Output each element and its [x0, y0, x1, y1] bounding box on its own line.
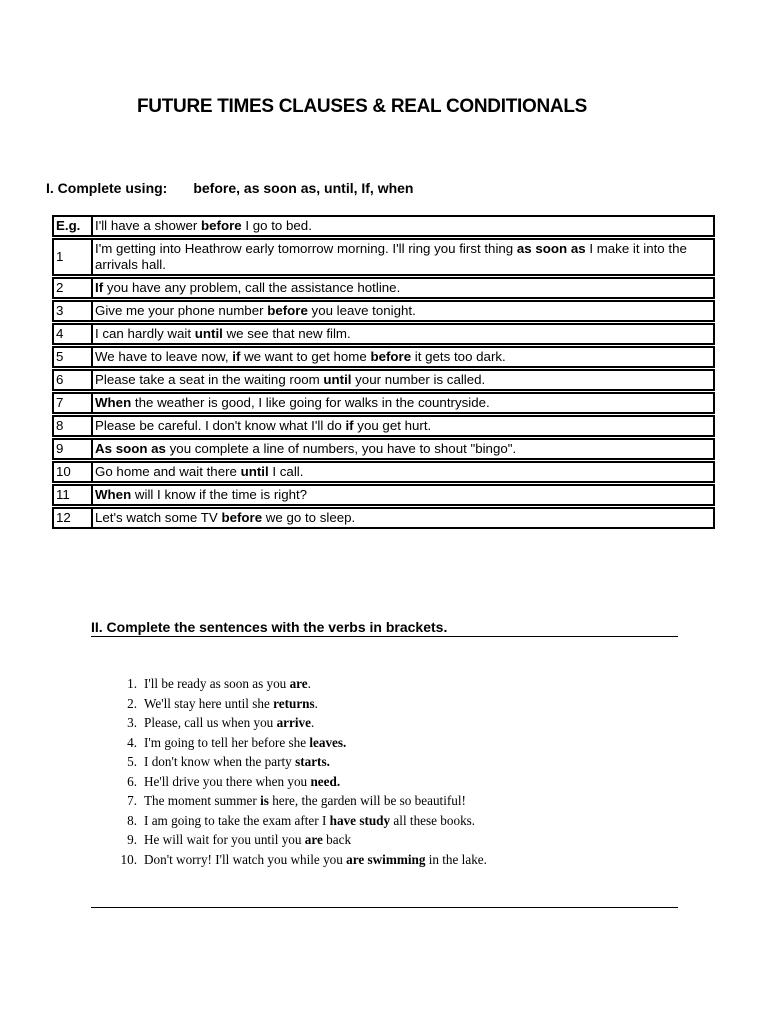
table-row: [52, 323, 715, 345]
answer-word: are swimming: [346, 851, 426, 867]
table-row: [52, 369, 715, 391]
answer-word: before: [201, 218, 242, 233]
row-sentence: [92, 323, 715, 345]
answer-word: arrive: [276, 715, 311, 730]
list-item: [110, 733, 487, 753]
row-sentence: [92, 369, 715, 391]
sentence-text: .: [314, 695, 318, 711]
item-number: 10.: [120, 851, 137, 867]
list-item: [110, 713, 487, 733]
sentence-text: you complete a line of numbers, you have to shout "bingo".: [165, 441, 517, 456]
list-item: [110, 811, 487, 831]
row-number: 10: [52, 461, 92, 483]
sentence-text: He'll drive you there when you: [144, 773, 311, 789]
table-row: [52, 484, 715, 506]
list-item: [110, 674, 487, 694]
row-sentence: [92, 461, 715, 483]
answer-word: As soon as: [95, 441, 166, 456]
list-item: [110, 830, 487, 850]
answer-word: are: [289, 676, 308, 691]
sentence-text: I make it into the arrivals hall.: [95, 241, 687, 272]
list-item: [110, 772, 487, 792]
section-2-heading-rule: [91, 636, 678, 637]
sentence-text: you have any problem, call the assistance hotline.: [103, 280, 401, 295]
row-number: 9: [52, 438, 92, 460]
row-number: 12: [52, 507, 92, 529]
row-number: 3: [52, 300, 92, 322]
sentence-text: we see that new film.: [222, 326, 351, 341]
row-number: E.g.: [52, 215, 92, 237]
sentence-text: Please take a seat in the waiting room: [95, 372, 324, 387]
sentence-text: we go to sleep.: [262, 510, 356, 525]
sentence-text: We have to leave now,: [95, 349, 233, 364]
sentence-text: Let's watch some TV: [95, 510, 222, 525]
row-number: 4: [52, 323, 92, 345]
sentence-text: The moment summer: [144, 793, 261, 808]
answer-word: If: [95, 280, 104, 295]
sentence-text: Please, call us when you: [144, 715, 277, 730]
list-item: [110, 791, 487, 811]
sentence-text: .: [311, 715, 315, 730]
sentence-text: We'll stay here until she: [144, 695, 274, 711]
sentence-text: you get hurt.: [353, 418, 432, 433]
row-sentence: [92, 392, 715, 414]
section-2-heading: II. Complete the sentences with the verbs in brackets.: [91, 619, 448, 635]
item-number: 3.: [127, 715, 137, 730]
table-row: [52, 392, 715, 414]
row-number: 8: [52, 415, 92, 437]
row-sentence: [92, 346, 715, 368]
item-number: 4.: [127, 734, 137, 750]
answer-word: if: [232, 349, 241, 364]
sentence-text: you leave tonight.: [307, 303, 416, 318]
exercise-2-list: [110, 674, 487, 869]
row-sentence: [92, 507, 715, 529]
answer-word: until: [323, 372, 352, 387]
table-row: [52, 300, 715, 322]
page-title: FUTURE TIMES CLAUSES & REAL CONDITIONALS: [137, 96, 587, 117]
sentence-text: I'll be ready as soon as you: [144, 676, 290, 691]
answer-word: if: [345, 418, 354, 433]
sentence-text: Please be careful. I don't know what I'll do: [95, 418, 346, 433]
item-number: 8.: [127, 812, 137, 828]
row-sentence: [92, 300, 715, 322]
table-row: [52, 215, 715, 237]
answer-word: have study: [329, 812, 391, 828]
row-sentence: [92, 238, 715, 276]
table-row: [52, 507, 715, 529]
answer-word: starts.: [295, 754, 330, 769]
section-1-word-bank: before, as soon as, until, If, when: [193, 180, 414, 196]
sentence-text: the weather is good, I like going for walks in the countryside.: [131, 395, 490, 410]
item-number: 1.: [127, 676, 137, 691]
sentence-text: it gets too dark.: [411, 349, 506, 364]
table-row: [52, 415, 715, 437]
sentence-text: I'm getting into Heathrow early tomorrow morning. I'll ring you first thing: [95, 241, 517, 256]
sentence-text: your number is called.: [351, 372, 486, 387]
answer-word: leaves.: [309, 734, 347, 750]
sentence-text: I call.: [268, 464, 304, 479]
row-number: 7: [52, 392, 92, 414]
answer-word: need.: [310, 773, 341, 789]
sentence-text: will I know if the time is right?: [131, 487, 308, 502]
answer-word: are: [304, 832, 323, 847]
row-sentence: [92, 415, 715, 437]
row-sentence: [92, 277, 715, 299]
sentence-text: here, the garden will be so beautiful!: [268, 793, 466, 808]
sentence-text: I don't know when the party: [144, 754, 296, 769]
exercise-1-table: [52, 214, 715, 530]
bottom-rule: [91, 907, 678, 908]
answer-word: before: [370, 349, 412, 364]
sentence-text: I'm going to tell her before she: [144, 734, 310, 750]
list-item: [110, 752, 487, 772]
sentence-text: Go home and wait there: [95, 464, 241, 479]
row-number: 2: [52, 277, 92, 299]
table-row: [52, 277, 715, 299]
answer-word: When: [95, 487, 132, 502]
sentence-text: .: [307, 676, 311, 691]
answer-word: is: [260, 793, 269, 808]
table-row: [52, 461, 715, 483]
item-number: 6.: [127, 773, 137, 789]
section-1-instruction: I. Complete using:: [46, 180, 168, 196]
section-1-heading: [46, 180, 414, 196]
table-row: [52, 346, 715, 368]
answer-word: as soon as: [516, 241, 586, 256]
sentence-text: I go to bed.: [241, 218, 312, 233]
row-sentence: [92, 215, 715, 237]
sentence-text: I am going to take the exam after I: [144, 812, 330, 828]
sentence-text: all these books.: [390, 812, 476, 828]
item-number: 9.: [127, 832, 137, 847]
answer-word: returns: [273, 695, 315, 711]
answer-word: until: [240, 464, 269, 479]
answer-word: When: [95, 395, 132, 410]
sentence-text: back: [322, 832, 352, 847]
sentence-text: Don't worry! I'll watch you while you: [144, 851, 347, 867]
sentence-text: in the lake.: [425, 851, 487, 867]
item-number: 2.: [127, 695, 137, 711]
item-number: 5.: [127, 754, 137, 769]
table-row: [52, 238, 715, 276]
row-number: 6: [52, 369, 92, 391]
row-number: 11: [52, 484, 92, 506]
list-item: [110, 694, 487, 714]
item-number: 7.: [127, 793, 137, 808]
answer-word: before: [221, 510, 263, 525]
answer-word: before: [267, 303, 308, 318]
sentence-text: I'll have a shower: [95, 218, 202, 233]
row-number: 5: [52, 346, 92, 368]
row-sentence: [92, 484, 715, 506]
list-item: [110, 850, 487, 870]
sentence-text: I can hardly wait: [95, 326, 195, 341]
row-sentence: [92, 438, 715, 460]
answer-word: until: [194, 326, 223, 341]
row-number: 1: [52, 238, 92, 276]
sentence-text: Give me your phone number: [95, 303, 268, 318]
sentence-text: we want to get home: [240, 349, 371, 364]
sentence-text: He will wait for you until you: [144, 832, 305, 847]
table-row: [52, 438, 715, 460]
